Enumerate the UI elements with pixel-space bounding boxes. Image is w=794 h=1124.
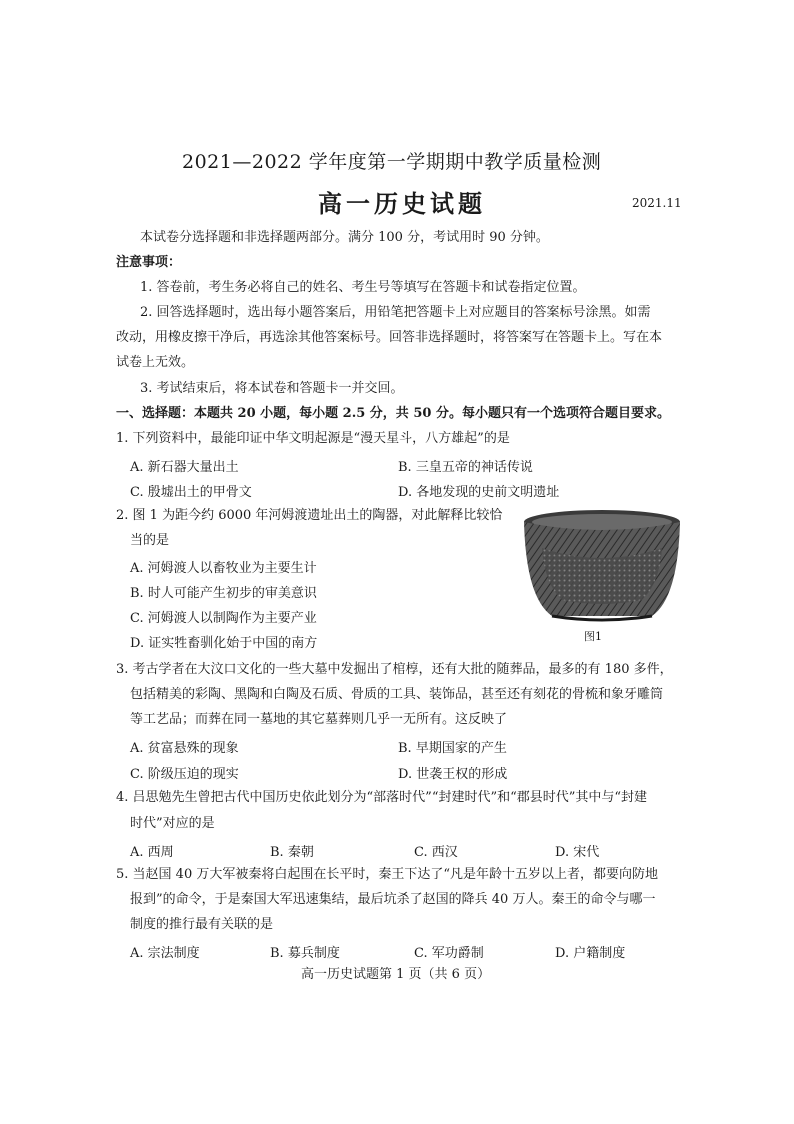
question-2-stem: 2. 图 1 为距今约 6000 年河姆渡遗址出土的陶器，对此解释比较恰: [116, 508, 503, 523]
question-3-option-a: A. 贫富悬殊的现象: [130, 741, 239, 756]
question-2-option-c: C. 河姆渡人以制陶作为主要产业: [130, 611, 317, 626]
question-3-stem-cont: 包括精美的彩陶、黑陶和白陶及石质、骨质的工具、装饰品，甚至还有刻花的骨梳和象牙雕筒: [130, 687, 664, 702]
exam-date: 2021.11: [632, 196, 682, 210]
notice-item: 改动，用橡皮擦干净后，再选涂其他答案标号。回答非选择题时，将答案写在答题卡上。写在本: [116, 330, 663, 345]
question-1-option-a: A. 新石器大量出土: [130, 460, 239, 475]
question-3-option-d: D. 世袭王权的形成: [398, 767, 508, 782]
question-3-option-b: B. 早期国家的产生: [398, 741, 507, 756]
question-1-option-b: B. 三皇五帝的神话传说: [398, 460, 533, 475]
question-2-option-d: D. 证实牲畜驯化始于中国的南方: [130, 636, 318, 651]
question-3-option-c: C. 阶级压迫的现实: [130, 767, 239, 782]
notice-item: 2. 回答选择题时，选出每小题答案后，用铅笔把答题卡上对应题目的答案标号涂黑。如需: [140, 305, 651, 320]
question-1-stem: 1. 下列资料中，最能印证中华文明起源是“漫天星斗，八方雄起”的是: [116, 431, 510, 446]
question-5-stem-cont: 制度的推行最有关联的是: [130, 917, 274, 932]
question-4-option-d: D. 宋代: [555, 845, 600, 860]
question-5-option-b: B. 募兵制度: [270, 946, 340, 961]
question-5-option-d: D. 户籍制度: [555, 946, 626, 961]
question-4-option-c: C. 西汉: [414, 845, 458, 860]
question-5-stem: 5. 当赵国 40 万大军被秦将白起围在长平时，秦王下达了“凡是年龄十五岁以上者，都要向防地: [116, 867, 658, 882]
exam-series-title: 2021—2022 学年度第一学期期中教学质量检测: [182, 151, 602, 173]
question-3-stem-cont: 等工艺品；而葬在同一墓地的其它墓葬则几乎一无所有。这反映了: [130, 712, 508, 727]
question-5-stem-cont: 报到”的命令，于是秦国大军迅速集结，最后坑杀了赵国的降兵 40 万人。秦王的命令与哪一: [130, 892, 656, 907]
question-5-option-a: A. 宗法制度: [130, 946, 200, 961]
question-4-stem-cont: 时代”对应的是: [130, 816, 215, 831]
pottery-image: [522, 508, 682, 626]
notice-heading: 注意事项：: [116, 255, 182, 270]
page-footer: 高一历史试题第 1 页（共 6 页）: [301, 967, 491, 982]
question-4-option-a: A. 西周: [130, 845, 174, 860]
notice-item: 试卷上无效。: [116, 355, 195, 370]
figure-1-caption: 图1: [584, 630, 602, 643]
question-3-stem: 3. 考古学者在大汶口文化的一些大墓中发掘出了棺椁，还有大批的随葬品，最多的有 180 多件，: [116, 662, 673, 677]
question-4-option-b: B. 秦朝: [270, 845, 314, 860]
question-4-stem: 4. 吕思勉先生曾把古代中国历史依此划分为“部落时代”“封建时代”和“郡县时代”其中与“封建: [116, 790, 648, 805]
notice-item: 3. 考试结束后，将本试卷和答题卡一并交回。: [140, 381, 404, 396]
notice-item: 1. 答卷前，考生务必将自己的姓名、考生号等填写在答题卡和试卷指定位置。: [140, 280, 586, 295]
intro-text: 本试卷分选择题和非选择题两部分。满分 100 分，考试用时 90 分钟。: [140, 230, 549, 245]
question-2-option-a: A. 河姆渡人以畜牧业为主要生计: [130, 561, 317, 576]
question-1-option-c: C. 殷墟出土的甲骨文: [130, 485, 252, 500]
section-heading: 一、选择题：本题共 20 小题，每小题 2.5 分，共 50 分。每小题只有一个选项符合题目要求。: [116, 406, 670, 421]
question-5-option-c: C. 军功爵制: [414, 946, 484, 961]
question-2-stem-cont: 当的是: [130, 533, 170, 548]
page-title: 高一历史试题: [318, 189, 486, 218]
question-2-option-b: B. 时人可能产生初步的审美意识: [130, 586, 317, 601]
question-1-option-d: D. 各地发现的史前文明遗址: [398, 485, 560, 500]
